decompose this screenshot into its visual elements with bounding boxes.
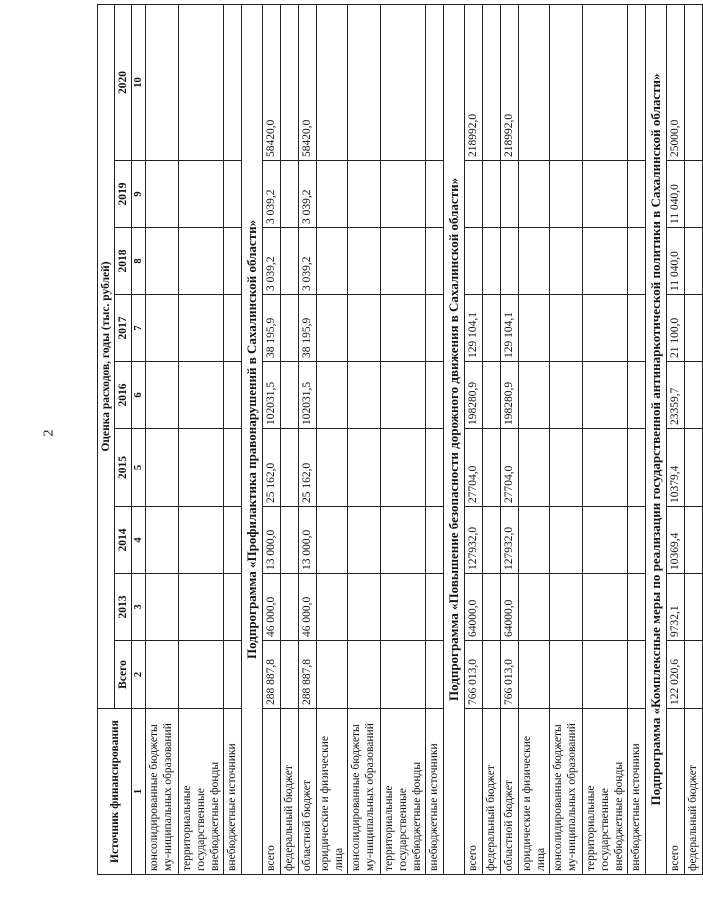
value-cell (465, 228, 483, 295)
value-cell (519, 295, 550, 362)
subprogram-row (242, 4, 263, 874)
value-cell (146, 574, 179, 641)
value-cell (348, 228, 381, 295)
table-row (685, 4, 703, 874)
value-cell (317, 362, 348, 429)
table-row (501, 4, 519, 874)
value-cell: 3 039,2 (299, 161, 317, 228)
value-cell (426, 228, 444, 295)
value-cell: 25 162,0 (299, 429, 317, 507)
table-row (317, 4, 348, 874)
table-row (381, 4, 426, 874)
source-cell: территориальные государственные внебюджетные фонды (381, 709, 426, 875)
value-cell (146, 4, 179, 160)
value-cell (179, 362, 224, 429)
value-cell (519, 161, 550, 228)
value-cell (628, 228, 646, 295)
value-cell (146, 161, 179, 228)
source-cell: внебюджетные источники (224, 709, 242, 875)
value-cell (381, 362, 426, 429)
table-row (583, 4, 628, 874)
value-cell (685, 641, 703, 709)
value-cell: 38 195,9 (263, 295, 281, 362)
column-number: 3 (132, 574, 146, 641)
value-cell (483, 4, 501, 160)
source-cell: областной бюджет (501, 709, 519, 875)
value-cell (550, 429, 583, 507)
value-cell (550, 295, 583, 362)
source-cell: всего (465, 709, 483, 875)
value-cell (179, 161, 224, 228)
value-cell: 218992,0 (465, 4, 483, 160)
value-cell: 64000,0 (465, 574, 483, 641)
value-cell (281, 362, 299, 429)
value-cell (348, 161, 381, 228)
value-cell: 25000,0 (667, 4, 685, 160)
value-cell (317, 228, 348, 295)
value-cell (179, 641, 224, 709)
value-cell: 198280,9 (501, 362, 519, 429)
value-cell (550, 507, 583, 574)
source-cell: территориальные государственные внебюджетные фонды (583, 709, 628, 875)
year-header: 2020 (115, 4, 132, 160)
value-cell (628, 574, 646, 641)
value-cell: 288 887,8 (299, 641, 317, 709)
value-cell (179, 228, 224, 295)
value-cell (179, 507, 224, 574)
value-cell: 13 000,0 (263, 507, 281, 574)
value-cell (426, 641, 444, 709)
value-cell (179, 574, 224, 641)
value-cell (628, 4, 646, 160)
value-cell (519, 362, 550, 429)
value-cell: 23359,7 (667, 362, 685, 429)
value-cell (519, 429, 550, 507)
value-cell (146, 295, 179, 362)
value-cell (317, 574, 348, 641)
source-header: Источник финансирования (98, 709, 132, 875)
value-cell (348, 362, 381, 429)
value-cell (465, 161, 483, 228)
value-cell: 218992,0 (501, 4, 519, 160)
value-cell (685, 574, 703, 641)
source-cell: внебюджетные источники (628, 709, 646, 875)
value-cell (685, 362, 703, 429)
value-cell (583, 362, 628, 429)
value-cell (628, 161, 646, 228)
table-row (299, 4, 317, 874)
value-cell (381, 161, 426, 228)
table-row (179, 4, 224, 874)
value-cell: 10369,4 (667, 507, 685, 574)
value-cell (685, 228, 703, 295)
value-cell (583, 641, 628, 709)
value-cell (501, 228, 519, 295)
value-cell (426, 362, 444, 429)
value-cell: 64000,0 (501, 574, 519, 641)
value-cell (550, 161, 583, 228)
value-cell: 46 000,0 (263, 574, 281, 641)
value-cell (483, 295, 501, 362)
value-cell (501, 161, 519, 228)
value-cell (317, 161, 348, 228)
table-row (281, 4, 299, 874)
value-cell (281, 574, 299, 641)
value-cell (483, 574, 501, 641)
value-cell (483, 362, 501, 429)
value-cell: 766 013,0 (465, 641, 483, 709)
value-cell (179, 429, 224, 507)
column-number: 2 (132, 641, 146, 709)
column-number: 1 (132, 709, 146, 875)
value-cell (146, 429, 179, 507)
value-cell (317, 4, 348, 160)
value-cell (426, 4, 444, 160)
value-cell (179, 4, 224, 160)
source-cell: федеральный бюджет (685, 709, 703, 875)
value-cell (483, 641, 501, 709)
value-cell (483, 161, 501, 228)
value-cell (179, 295, 224, 362)
value-cell (281, 4, 299, 160)
value-cell (381, 641, 426, 709)
value-cell: 46 000,0 (299, 574, 317, 641)
value-cell (426, 429, 444, 507)
total-header: Всего (115, 641, 132, 709)
value-cell (146, 362, 179, 429)
value-cell (628, 429, 646, 507)
value-cell (426, 161, 444, 228)
rotated-content (97, 25, 699, 875)
value-cell (583, 228, 628, 295)
value-cell (317, 641, 348, 709)
value-cell (583, 295, 628, 362)
table-row (224, 4, 242, 874)
value-cell: 21 100,0 (667, 295, 685, 362)
source-cell: консолидированные бюджеты му-ниципальных образований (146, 709, 179, 875)
column-number: 4 (132, 507, 146, 574)
value-cell: 25 162,0 (263, 429, 281, 507)
value-cell (348, 295, 381, 362)
value-cell (224, 507, 242, 574)
value-cell (381, 4, 426, 160)
value-cell (483, 429, 501, 507)
value-cell (628, 295, 646, 362)
value-cell (685, 295, 703, 362)
column-number: 9 (132, 161, 146, 228)
year-header: 2019 (115, 161, 132, 228)
value-cell: 38 195,9 (299, 295, 317, 362)
value-cell (426, 507, 444, 574)
value-cell (550, 362, 583, 429)
value-cell (583, 4, 628, 160)
subprogram-row (444, 4, 465, 874)
year-header: 2014 (115, 507, 132, 574)
value-cell: 58420,0 (263, 4, 281, 160)
table-row (550, 4, 583, 874)
value-cell: 288 887,8 (263, 641, 281, 709)
value-cell (550, 574, 583, 641)
value-cell: 11 040,0 (667, 161, 685, 228)
year-header: 2017 (115, 295, 132, 362)
column-number: 10 (132, 4, 146, 160)
value-cell (628, 641, 646, 709)
value-cell (224, 295, 242, 362)
value-cell (685, 4, 703, 160)
value-cell (519, 4, 550, 160)
value-cell: 3 039,2 (263, 228, 281, 295)
source-cell: юридические и физические лица (519, 709, 550, 875)
value-cell (685, 429, 703, 507)
value-cell (317, 507, 348, 574)
value-cell (550, 641, 583, 709)
value-cell (224, 4, 242, 160)
year-header: 2018 (115, 228, 132, 295)
source-cell: всего (667, 709, 685, 875)
value-cell (685, 507, 703, 574)
value-cell (224, 161, 242, 228)
funding-table (97, 4, 703, 875)
value-cell (224, 641, 242, 709)
table-row (263, 4, 281, 874)
source-cell: всего (263, 709, 281, 875)
value-cell: 10379,4 (667, 429, 685, 507)
value-cell (550, 228, 583, 295)
value-cell (348, 574, 381, 641)
value-cell (348, 429, 381, 507)
value-cell: 198280,9 (465, 362, 483, 429)
subprogram-title: Подпрограмма «Повышение безопасности дорожного движения в Сахалинской области» (444, 4, 465, 874)
value-cell: 102031,5 (263, 362, 281, 429)
value-cell: 127932,0 (465, 507, 483, 574)
value-cell (281, 641, 299, 709)
value-cell: 129 104,1 (501, 295, 519, 362)
value-cell (224, 362, 242, 429)
value-cell: 27704,0 (501, 429, 519, 507)
value-cell (348, 4, 381, 160)
value-cell (685, 161, 703, 228)
subprogram-title: Подпрограмма «Профилактика правонарушений в Сахалинской области» (242, 4, 263, 874)
value-cell: 3 039,2 (299, 228, 317, 295)
column-number: 8 (132, 228, 146, 295)
table-row (483, 4, 501, 874)
source-cell: федеральный бюджет (281, 709, 299, 875)
value-cell (426, 295, 444, 362)
value-cell: 27704,0 (465, 429, 483, 507)
source-cell: консолидированные бюджеты му-ниципальных образований (348, 709, 381, 875)
value-cell: 122 020,6 (667, 641, 685, 709)
value-cell (146, 641, 179, 709)
value-cell (519, 507, 550, 574)
page-number: 2 (41, 429, 57, 437)
value-cell (519, 641, 550, 709)
year-header: 2013 (115, 574, 132, 641)
value-cell (281, 295, 299, 362)
value-cell (281, 429, 299, 507)
source-cell: консолидированные бюджеты му-ниципальных образований (550, 709, 583, 875)
value-cell (483, 228, 501, 295)
value-cell (628, 507, 646, 574)
rotated-table-area (97, 25, 699, 875)
table-row (628, 4, 646, 874)
value-cell (224, 429, 242, 507)
estimate-header: Оценка расходов, годы (тыс. рублей) (98, 4, 115, 708)
value-cell (281, 507, 299, 574)
year-header: 2016 (115, 362, 132, 429)
value-cell (550, 4, 583, 160)
table-row (426, 4, 444, 874)
value-cell: 13 000,0 (299, 507, 317, 574)
value-cell (146, 507, 179, 574)
value-cell: 9732,1 (667, 574, 685, 641)
value-cell (483, 507, 501, 574)
value-cell (583, 507, 628, 574)
table-row (667, 4, 685, 874)
source-cell: областной бюджет (299, 709, 317, 875)
table-row (465, 4, 483, 874)
value-cell (348, 641, 381, 709)
value-cell (146, 228, 179, 295)
value-cell (381, 574, 426, 641)
value-cell: 58420,0 (299, 4, 317, 160)
value-cell (381, 295, 426, 362)
value-cell (426, 574, 444, 641)
value-cell (519, 228, 550, 295)
source-cell: территориальные государственные внебюджетные фонды (179, 709, 224, 875)
subprogram-title: Подпрограмма «Комплексные меры по реализации государственной антинаркотической политики в Сахалинской области» (646, 4, 667, 874)
value-cell (281, 228, 299, 295)
column-number: 6 (132, 362, 146, 429)
column-number: 5 (132, 429, 146, 507)
value-cell (381, 507, 426, 574)
value-cell (348, 507, 381, 574)
value-cell (281, 161, 299, 228)
value-cell: 766 013,0 (501, 641, 519, 709)
value-cell (583, 161, 628, 228)
value-cell (224, 228, 242, 295)
source-cell: федеральный бюджет (483, 709, 501, 875)
value-cell (519, 574, 550, 641)
value-cell (583, 429, 628, 507)
value-cell: 127932,0 (501, 507, 519, 574)
value-cell (583, 574, 628, 641)
value-cell (381, 429, 426, 507)
year-header: 2015 (115, 429, 132, 507)
value-cell (317, 295, 348, 362)
table-row (519, 4, 550, 874)
value-cell: 129 104,1 (465, 295, 483, 362)
value-cell: 11 040,0 (667, 228, 685, 295)
value-cell (628, 362, 646, 429)
table-body (146, 4, 703, 874)
value-cell (224, 574, 242, 641)
value-cell: 102031,5 (299, 362, 317, 429)
table-row (146, 4, 179, 874)
value-cell (317, 429, 348, 507)
column-number: 7 (132, 295, 146, 362)
source-cell: внебюджетные источники (426, 709, 444, 875)
subprogram-row (646, 4, 667, 874)
column-number-row (132, 4, 146, 874)
value-cell (381, 228, 426, 295)
source-cell: юридические и физические лица (317, 709, 348, 875)
value-cell: 3 039,2 (263, 161, 281, 228)
table-row (348, 4, 381, 874)
